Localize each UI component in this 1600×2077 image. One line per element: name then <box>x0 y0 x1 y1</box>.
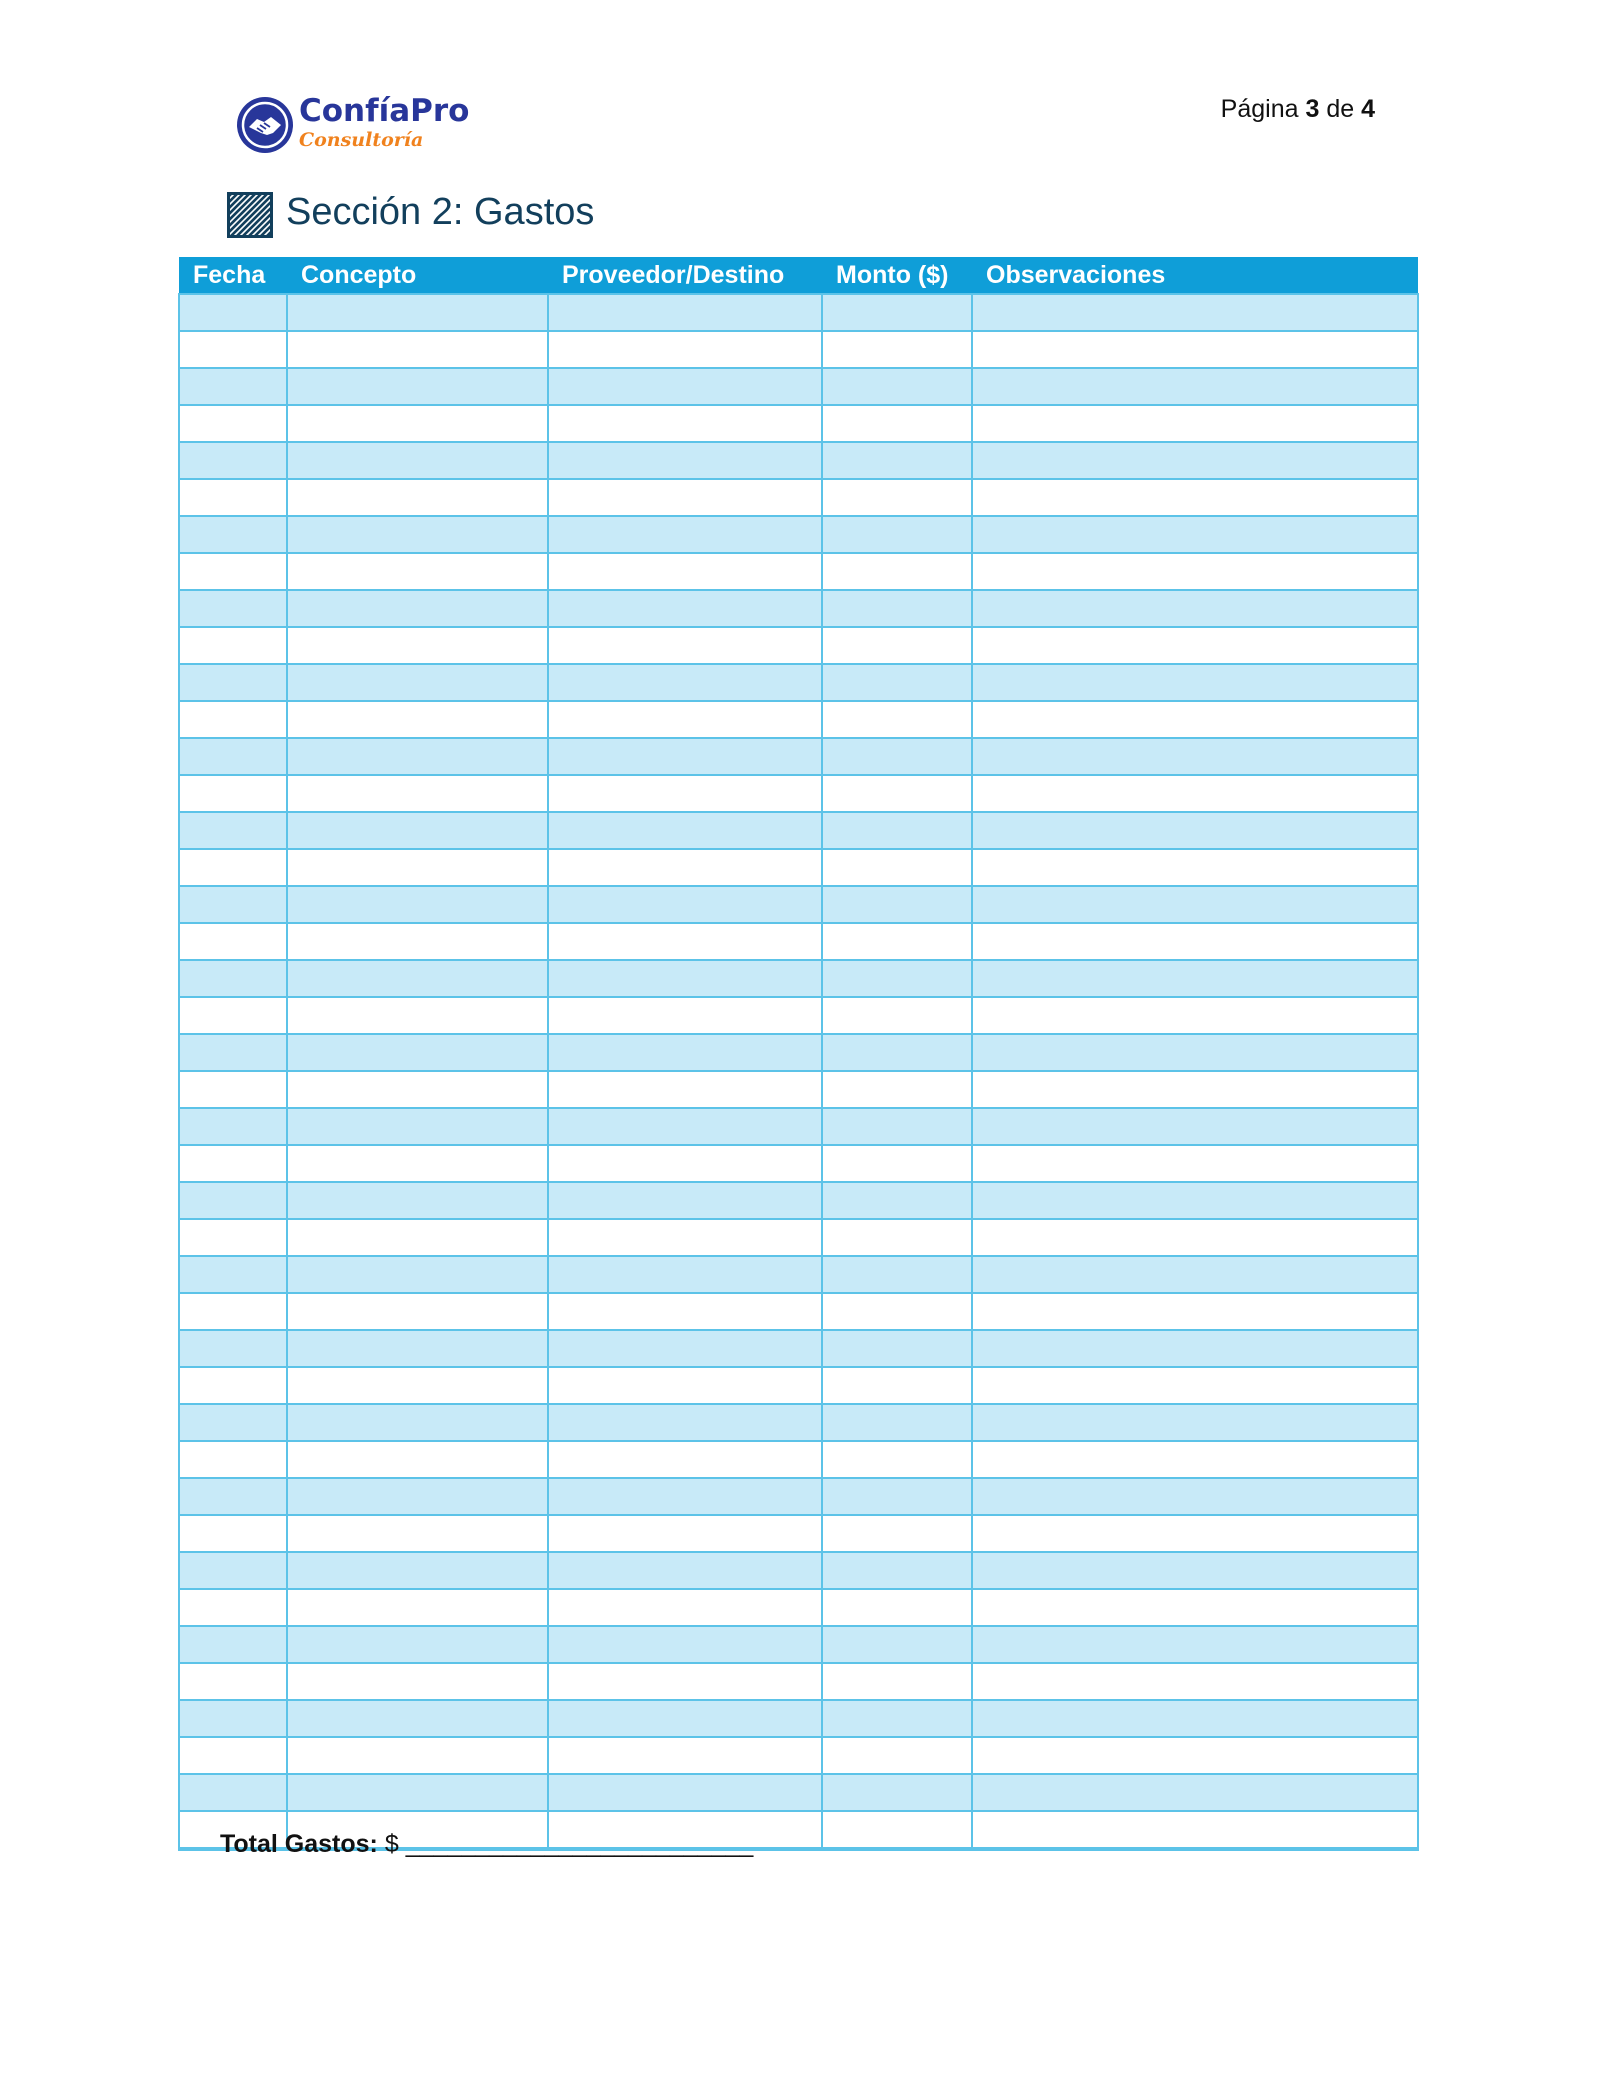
table-cell[interactable] <box>548 849 822 886</box>
table-cell[interactable] <box>287 1071 548 1108</box>
table-cell[interactable] <box>822 1663 972 1700</box>
table-cell[interactable] <box>972 1663 1418 1700</box>
table-cell[interactable] <box>822 1256 972 1293</box>
table-cell[interactable] <box>822 1515 972 1552</box>
table-cell[interactable] <box>179 1515 287 1552</box>
table-cell[interactable] <box>179 1367 287 1404</box>
table-row <box>179 1626 1418 1663</box>
table-cell[interactable] <box>972 1330 1418 1367</box>
table-cell[interactable] <box>287 553 548 590</box>
table-cell[interactable] <box>179 664 287 701</box>
table-cell[interactable] <box>548 701 822 738</box>
table-row <box>179 405 1418 442</box>
table-cell[interactable] <box>548 368 822 405</box>
table-cell[interactable] <box>972 294 1418 331</box>
table-cell[interactable] <box>179 1404 287 1441</box>
table-cell[interactable] <box>287 664 548 701</box>
table-cell[interactable] <box>287 516 548 553</box>
table-cell[interactable] <box>548 923 822 960</box>
table-cell[interactable] <box>822 1293 972 1330</box>
table-cell[interactable] <box>548 516 822 553</box>
table-cell[interactable] <box>972 1441 1418 1478</box>
table-cell[interactable] <box>972 1811 1418 1849</box>
table-cell[interactable] <box>972 1515 1418 1552</box>
table-cell[interactable] <box>972 516 1418 553</box>
section-title: Sección 2: Gastos <box>286 191 595 233</box>
table-cell[interactable] <box>972 849 1418 886</box>
table-cell[interactable] <box>287 1663 548 1700</box>
table-cell[interactable] <box>287 923 548 960</box>
table-cell[interactable] <box>548 1552 822 1589</box>
table-cell[interactable] <box>287 1367 548 1404</box>
table-row <box>179 1367 1418 1404</box>
table-cell[interactable] <box>179 738 287 775</box>
table-cell[interactable] <box>287 1330 548 1367</box>
table-cell[interactable] <box>287 812 548 849</box>
table-cell[interactable] <box>548 664 822 701</box>
table-cell[interactable] <box>822 405 972 442</box>
table-cell[interactable] <box>179 812 287 849</box>
table-cell[interactable] <box>822 1071 972 1108</box>
table-cell[interactable] <box>548 553 822 590</box>
table-cell[interactable] <box>179 997 287 1034</box>
table-row <box>179 368 1418 405</box>
table-cell[interactable] <box>972 812 1418 849</box>
table-cell[interactable] <box>548 1441 822 1478</box>
table-row <box>179 1108 1418 1145</box>
table-row <box>179 1256 1418 1293</box>
page-current: 3 <box>1305 95 1320 123</box>
table-cell[interactable] <box>972 886 1418 923</box>
table-cell[interactable] <box>548 997 822 1034</box>
table-cell[interactable] <box>287 738 548 775</box>
handshake-icon <box>237 97 293 153</box>
table-row <box>179 664 1418 701</box>
column-header-fecha: Fecha <box>179 257 287 294</box>
table-cell[interactable] <box>972 775 1418 812</box>
expenses-table <box>178 257 1419 1851</box>
table-cell[interactable] <box>548 1108 822 1145</box>
table-cell[interactable] <box>972 1626 1418 1663</box>
column-header-observaciones: Observaciones <box>972 257 1418 294</box>
table-cell[interactable] <box>972 1478 1418 1515</box>
table-cell[interactable] <box>179 1256 287 1293</box>
table-cell[interactable] <box>287 1737 548 1774</box>
page-prefix: Página <box>1220 95 1299 123</box>
table-cell[interactable] <box>287 1552 548 1589</box>
table-row <box>179 553 1418 590</box>
table-cell[interactable] <box>179 627 287 664</box>
table-row <box>179 1071 1418 1108</box>
table-row <box>179 1774 1418 1811</box>
table-cell[interactable] <box>822 1219 972 1256</box>
table-cell[interactable] <box>548 738 822 775</box>
table-cell[interactable] <box>972 701 1418 738</box>
table-cell[interactable] <box>287 294 548 331</box>
table-cell[interactable] <box>287 1293 548 1330</box>
table-cell[interactable] <box>822 479 972 516</box>
table-row <box>179 775 1418 812</box>
table-cell[interactable] <box>822 1552 972 1589</box>
table-row <box>179 1663 1418 1700</box>
table-cell[interactable] <box>179 553 287 590</box>
table-row <box>179 1404 1418 1441</box>
table-cell[interactable] <box>822 849 972 886</box>
table-row <box>179 1182 1418 1219</box>
table-cell[interactable] <box>972 368 1418 405</box>
column-header-concepto: Concepto <box>287 257 548 294</box>
table-cell[interactable] <box>548 1145 822 1182</box>
table-row <box>179 1034 1418 1071</box>
table-cell[interactable] <box>179 368 287 405</box>
table-cell[interactable] <box>287 1774 548 1811</box>
table-cell[interactable] <box>287 405 548 442</box>
table-row <box>179 442 1418 479</box>
table-cell[interactable] <box>822 1478 972 1515</box>
table-cell[interactable] <box>287 479 548 516</box>
page-total: 4 <box>1361 95 1375 123</box>
table-cell[interactable] <box>179 479 287 516</box>
table-row <box>179 1441 1418 1478</box>
table-row <box>179 812 1418 849</box>
table-row <box>179 1700 1418 1737</box>
table-cell[interactable] <box>822 331 972 368</box>
table-cell[interactable] <box>287 1034 548 1071</box>
table-cell[interactable] <box>822 1182 972 1219</box>
table-cell[interactable] <box>287 1700 548 1737</box>
table-cell[interactable] <box>179 1774 287 1811</box>
table-row <box>179 1219 1418 1256</box>
table-cell[interactable] <box>287 1145 548 1182</box>
table-cell[interactable] <box>972 1145 1418 1182</box>
table-row <box>179 294 1418 331</box>
table-row <box>179 960 1418 997</box>
table-cell[interactable] <box>822 1108 972 1145</box>
table-cell[interactable] <box>287 1626 548 1663</box>
page-separator: de <box>1326 95 1355 123</box>
table-cell[interactable] <box>822 923 972 960</box>
table-cell[interactable] <box>287 1478 548 1515</box>
table-cell[interactable] <box>287 701 548 738</box>
column-header-proveedor: Proveedor/Destino <box>548 257 822 294</box>
table-cell[interactable] <box>972 1700 1418 1737</box>
table-cell[interactable] <box>822 1700 972 1737</box>
table-cell[interactable] <box>179 1071 287 1108</box>
table-row <box>179 849 1418 886</box>
table-cell[interactable] <box>548 627 822 664</box>
table-cell[interactable] <box>822 294 972 331</box>
table-cell[interactable] <box>287 1441 548 1478</box>
table-cell[interactable] <box>972 1737 1418 1774</box>
table-cell[interactable] <box>287 960 548 997</box>
table-cell[interactable] <box>548 331 822 368</box>
table-row <box>179 331 1418 368</box>
table-cell[interactable] <box>972 627 1418 664</box>
table-cell[interactable] <box>972 738 1418 775</box>
table-cell[interactable] <box>287 1589 548 1626</box>
table-cell[interactable] <box>548 1256 822 1293</box>
table-cell[interactable] <box>179 1626 287 1663</box>
table-cell[interactable] <box>287 590 548 627</box>
table-body <box>179 294 1418 1849</box>
table-cell[interactable] <box>548 1589 822 1626</box>
table-cell[interactable] <box>822 1774 972 1811</box>
brand-name: ConfíaPro <box>299 93 470 129</box>
table-cell[interactable] <box>179 442 287 479</box>
table-cell[interactable] <box>179 1145 287 1182</box>
table-cell[interactable] <box>287 886 548 923</box>
table-cell[interactable] <box>972 405 1418 442</box>
table-cell[interactable] <box>822 1034 972 1071</box>
table-cell[interactable] <box>972 479 1418 516</box>
table-row <box>179 997 1418 1034</box>
table-cell[interactable] <box>822 1811 972 1849</box>
table-cell[interactable] <box>179 590 287 627</box>
table-cell[interactable] <box>548 1404 822 1441</box>
table-cell[interactable] <box>548 590 822 627</box>
table-cell[interactable] <box>972 1404 1418 1441</box>
total-blank-line[interactable]: _________________________ <box>405 1830 754 1858</box>
table-cell[interactable] <box>179 1663 287 1700</box>
table-cell[interactable] <box>972 1071 1418 1108</box>
hatched-square-icon <box>227 192 273 238</box>
table-cell[interactable] <box>822 590 972 627</box>
company-logo <box>237 93 470 157</box>
table-cell[interactable] <box>179 1441 287 1478</box>
table-cell[interactable] <box>548 1219 822 1256</box>
table-row <box>179 1330 1418 1367</box>
table-cell[interactable] <box>822 553 972 590</box>
table-cell[interactable] <box>972 1108 1418 1145</box>
table-cell[interactable] <box>548 1774 822 1811</box>
table-cell[interactable] <box>822 627 972 664</box>
table-cell[interactable] <box>822 1626 972 1663</box>
table-cell[interactable] <box>822 738 972 775</box>
table-row <box>179 1515 1418 1552</box>
table-cell[interactable] <box>287 1256 548 1293</box>
table-cell[interactable] <box>548 1367 822 1404</box>
table-row <box>179 1552 1418 1589</box>
table-cell[interactable] <box>548 1737 822 1774</box>
table-row <box>179 590 1418 627</box>
table-row <box>179 1293 1418 1330</box>
table-cell[interactable] <box>972 553 1418 590</box>
table-cell[interactable] <box>822 1367 972 1404</box>
table-cell[interactable] <box>548 405 822 442</box>
table-cell[interactable] <box>822 1589 972 1626</box>
table-cell[interactable] <box>179 1478 287 1515</box>
table-row <box>179 1589 1418 1626</box>
total-expenses <box>220 1830 753 1859</box>
table-cell[interactable] <box>179 1219 287 1256</box>
table-cell[interactable] <box>972 1552 1418 1589</box>
table-cell[interactable] <box>822 886 972 923</box>
table-cell[interactable] <box>179 886 287 923</box>
table-cell[interactable] <box>287 1404 548 1441</box>
table-cell[interactable] <box>822 812 972 849</box>
table-cell[interactable] <box>179 405 287 442</box>
table-cell[interactable] <box>548 1293 822 1330</box>
table-cell[interactable] <box>972 1293 1418 1330</box>
table-cell[interactable] <box>972 997 1418 1034</box>
table-cell[interactable] <box>179 1182 287 1219</box>
table-cell[interactable] <box>287 775 548 812</box>
total-label: Total Gastos: <box>220 1830 378 1858</box>
table-cell[interactable] <box>548 442 822 479</box>
table-cell[interactable] <box>179 331 287 368</box>
table-cell[interactable] <box>548 1071 822 1108</box>
table-cell[interactable] <box>822 1145 972 1182</box>
table-cell[interactable] <box>179 701 287 738</box>
table-cell[interactable] <box>548 775 822 812</box>
table-cell[interactable] <box>548 1478 822 1515</box>
table-cell[interactable] <box>822 1441 972 1478</box>
table-cell[interactable] <box>179 1108 287 1145</box>
table-cell[interactable] <box>179 516 287 553</box>
table-cell[interactable] <box>179 775 287 812</box>
table-cell[interactable] <box>179 1552 287 1589</box>
table-cell[interactable] <box>822 442 972 479</box>
table-cell[interactable] <box>972 1034 1418 1071</box>
table-cell[interactable] <box>179 1700 287 1737</box>
table-cell[interactable] <box>972 1774 1418 1811</box>
table-cell[interactable] <box>548 1663 822 1700</box>
table-row <box>179 1478 1418 1515</box>
table-cell[interactable] <box>822 960 972 997</box>
table-cell[interactable] <box>972 664 1418 701</box>
table-cell[interactable] <box>179 849 287 886</box>
table-row <box>179 886 1418 923</box>
table-cell[interactable] <box>822 368 972 405</box>
table-cell[interactable] <box>822 664 972 701</box>
table-cell[interactable] <box>179 1293 287 1330</box>
table-cell[interactable] <box>287 1182 548 1219</box>
table-cell[interactable] <box>972 960 1418 997</box>
table-cell[interactable] <box>822 1737 972 1774</box>
table-row <box>179 1737 1418 1774</box>
table-cell[interactable] <box>287 1219 548 1256</box>
table-cell[interactable] <box>287 368 548 405</box>
table-cell[interactable] <box>548 886 822 923</box>
table-cell[interactable] <box>972 1367 1418 1404</box>
table-cell[interactable] <box>548 1515 822 1552</box>
table-cell[interactable] <box>548 812 822 849</box>
table-cell[interactable] <box>287 1515 548 1552</box>
table-row <box>179 1145 1418 1182</box>
table-cell[interactable] <box>822 1330 972 1367</box>
table-row <box>179 923 1418 960</box>
table-cell[interactable] <box>548 1034 822 1071</box>
table-row <box>179 738 1418 775</box>
table-cell[interactable] <box>548 479 822 516</box>
table-cell[interactable] <box>287 997 548 1034</box>
table-cell[interactable] <box>179 294 287 331</box>
total-currency: $ <box>384 1830 399 1858</box>
table-cell[interactable] <box>287 849 548 886</box>
table-cell[interactable] <box>822 701 972 738</box>
table-cell[interactable] <box>179 960 287 997</box>
table-cell[interactable] <box>548 1182 822 1219</box>
table-cell[interactable] <box>548 1626 822 1663</box>
table-cell[interactable] <box>972 1219 1418 1256</box>
table-cell[interactable] <box>287 627 548 664</box>
table-cell[interactable] <box>179 1737 287 1774</box>
table-cell[interactable] <box>179 923 287 960</box>
table-cell[interactable] <box>179 1589 287 1626</box>
table-cell[interactable] <box>972 1256 1418 1293</box>
page-number <box>1100 95 1375 124</box>
table-cell[interactable] <box>972 331 1418 368</box>
table-cell[interactable] <box>548 960 822 997</box>
table-cell[interactable] <box>287 331 548 368</box>
table-row <box>179 516 1418 553</box>
table-cell[interactable] <box>287 1108 548 1145</box>
table-cell[interactable] <box>287 442 548 479</box>
table-cell[interactable] <box>548 1700 822 1737</box>
table-header-row <box>179 257 1418 294</box>
table-cell[interactable] <box>972 1182 1418 1219</box>
column-header-monto: Monto ($) <box>822 257 972 294</box>
table-cell[interactable] <box>822 775 972 812</box>
table-cell[interactable] <box>179 1330 287 1367</box>
table-row <box>179 701 1418 738</box>
table-cell[interactable] <box>972 590 1418 627</box>
table-cell[interactable] <box>822 997 972 1034</box>
table-cell[interactable] <box>972 1589 1418 1626</box>
table-row <box>179 479 1418 516</box>
table-cell[interactable] <box>548 1330 822 1367</box>
table-cell[interactable] <box>972 923 1418 960</box>
table-cell[interactable] <box>822 1404 972 1441</box>
table-cell[interactable] <box>972 442 1418 479</box>
table-cell[interactable] <box>548 294 822 331</box>
brand-subtitle: Consultoría <box>299 129 424 151</box>
table-cell[interactable] <box>179 1034 287 1071</box>
table-cell[interactable] <box>822 516 972 553</box>
table-row <box>179 627 1418 664</box>
